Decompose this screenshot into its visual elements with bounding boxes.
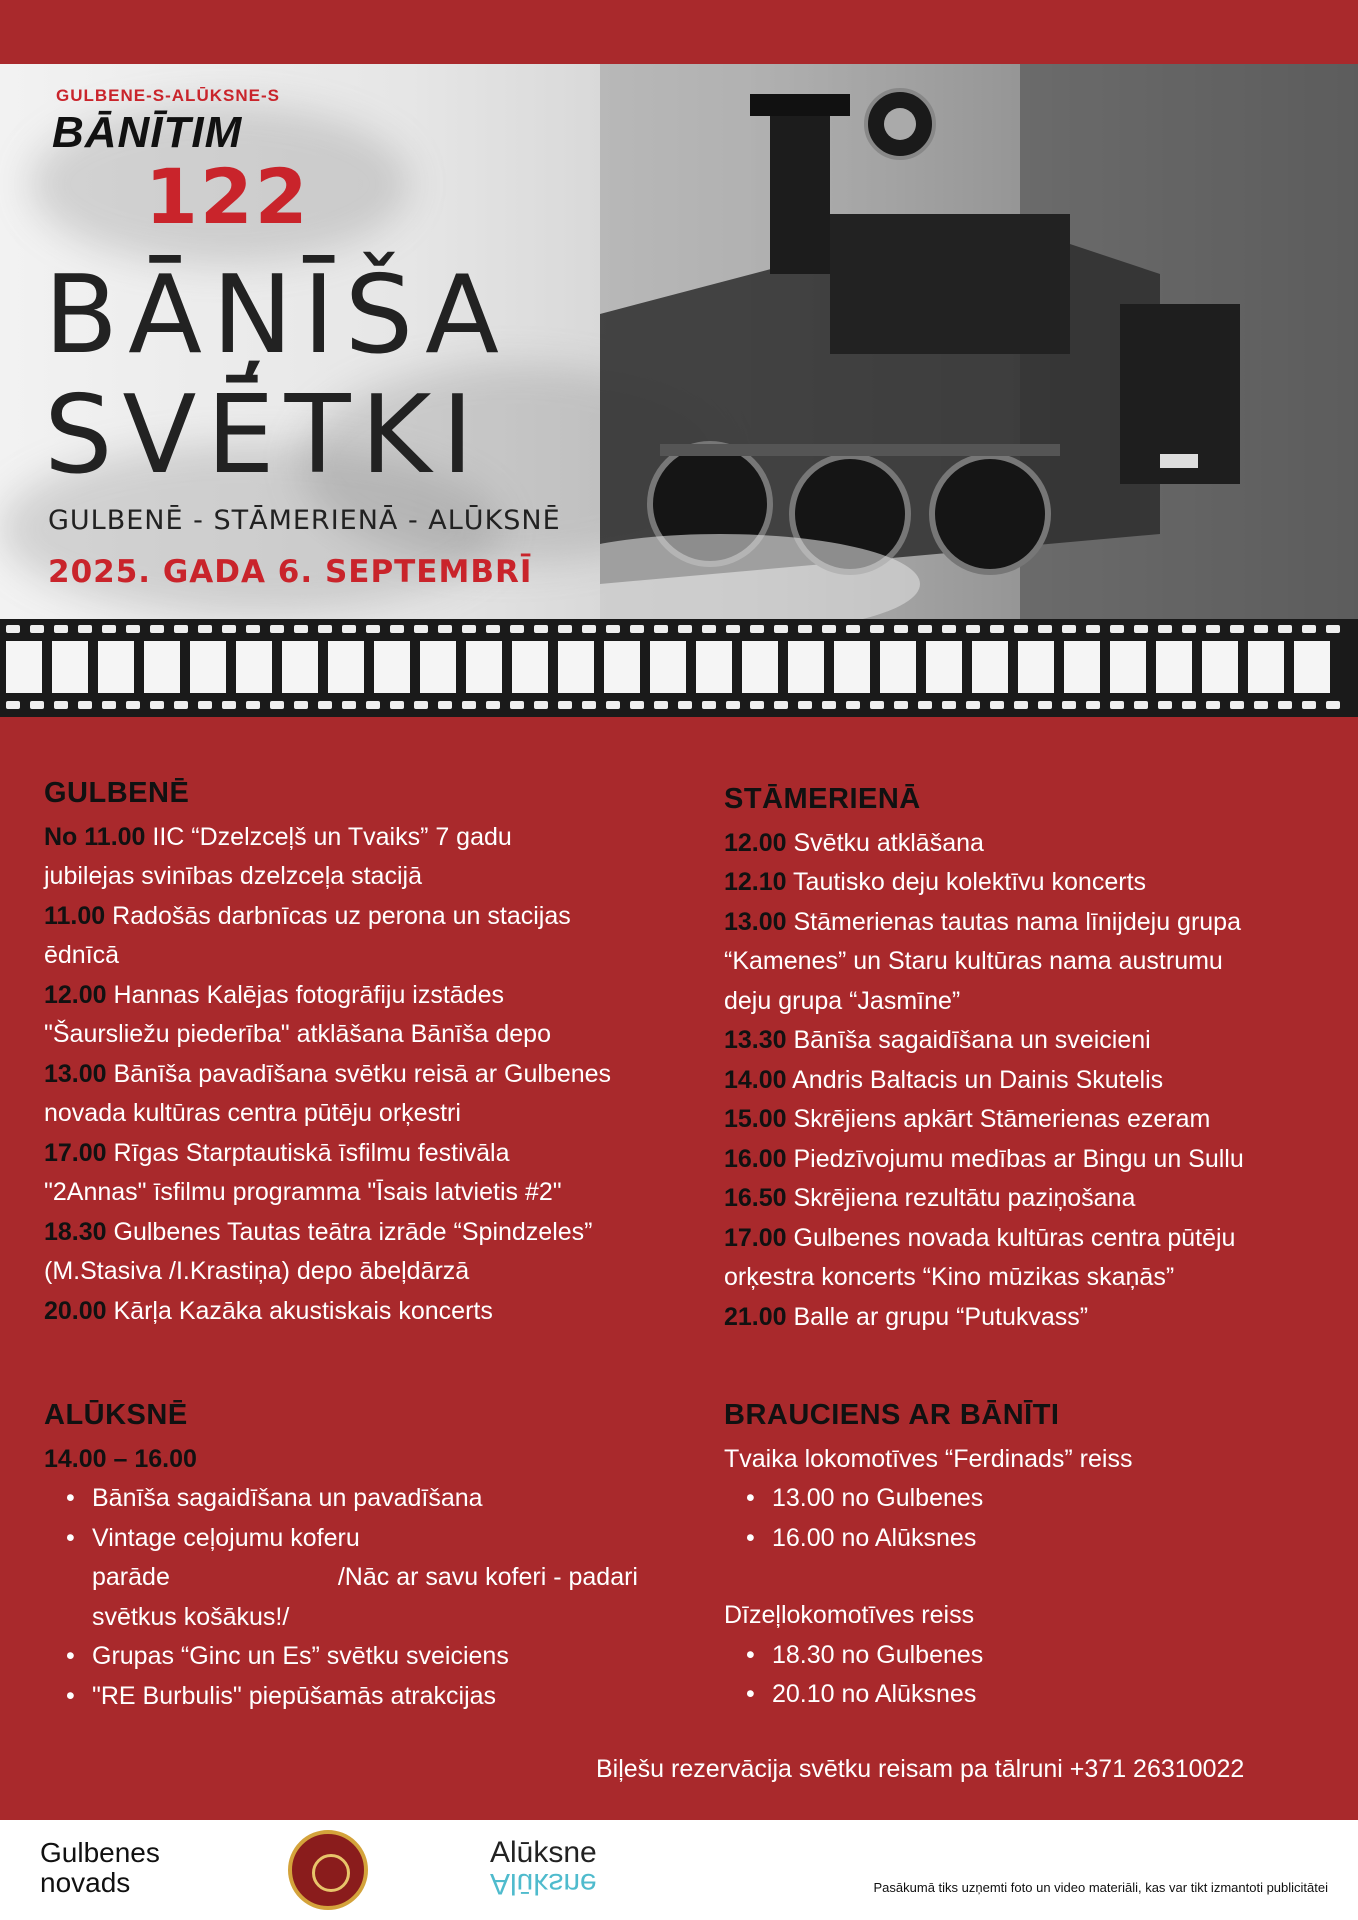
list-item-cont: orķestra koncerts “Kino mūzikas skaņās” (724, 1263, 1175, 1291)
brauciens-heading: BRAUCIENS AR BĀNĪTI (724, 1399, 1060, 1431)
title-line-1: BĀŅĪŠA (44, 253, 510, 378)
logo-number: 122 (145, 152, 310, 241)
aluksne-list (44, 1479, 638, 1716)
list-item: 17.00 Rīgas Starptautiskā īsfilmu festivāla (44, 1138, 510, 1167)
list-item: 18.30 Gulbenes Tautas teātra izrāde “Spindzeles” (44, 1217, 593, 1246)
film-strip (0, 619, 1358, 717)
aluksne-logo-reflection: Alūksne (490, 1867, 597, 1900)
banitis-seal-logo (288, 1830, 368, 1910)
list-item: • 16.00 no Alūksnes (724, 1519, 1132, 1559)
list-item: 21.00 Balle ar grupu “Putukvass” (724, 1302, 1089, 1331)
diesel-title: Dīzeļlokomotīves reiss (724, 1601, 975, 1629)
stameriena-section (724, 780, 1244, 1337)
disclaimer: Pasākumā tiks uzņemti foto un video materiāli, kas var tikt izmantoti publicitātei (873, 1880, 1328, 1895)
steam-title: Tvaika lokomotīves “Ferdinads” reiss (724, 1444, 1133, 1473)
list-item-cont: "Šaursliežu piederība" atklāšana Bānīša depo (44, 1020, 551, 1048)
aluksne-logo: Alūksne (490, 1836, 597, 1869)
list-item-cont: ēdnīcā (44, 941, 120, 969)
locomotive-image (600, 64, 1358, 619)
gulbene-heading: GULBENĒ (44, 777, 190, 809)
list-item-cont: “Kamenes” un Staru kultūras nama austrumu (724, 947, 1223, 975)
film-frames (0, 641, 1358, 693)
list-item: 15.00 Skrējiens apkārt Stāmerienas ezeram (724, 1105, 1211, 1133)
list-item-cont: jubilejas svinības dzelzceļa stacijā (44, 862, 422, 890)
list-item-cont: deju grupa “Jasmīne” (724, 986, 961, 1015)
list-item: 13.30 Bānīša sagaidīšana un sveicieni (724, 1026, 1151, 1054)
list-item: No 11.00 IIC “Dzelzceļš un Tvaiks” 7 gadu (44, 822, 512, 851)
list-item: 12.00 Hannas Kalējas fotogrāfiju izstādes (44, 980, 505, 1009)
list-item: 16.00 Piedzīvojumu medības ar Bingu un Sullu (724, 1144, 1244, 1173)
list-item-cont: (M.Stasiva /I.Krastiņa) depo ābeļdārzā (44, 1257, 470, 1285)
list-item: • Bānīša sagaidīšana un pavadīšana (44, 1479, 638, 1519)
list-item-cont: svētkus košākus!/ (92, 1602, 290, 1631)
gulbenes-novads-logo: Gulbenes novads (40, 1837, 160, 1898)
list-item: 13.00 Stāmerienas tautas nama līnijdeju grupa (724, 907, 1241, 936)
hero-banner (0, 64, 1358, 619)
list-item: • Grupas “Ginc un Es” svētku sveiciens (44, 1637, 638, 1677)
route-text: GULBENĒ - STĀMERIENĀ - ALŪKSNĒ (48, 505, 561, 536)
list-item: • 13.00 no Gulbenes (724, 1479, 1132, 1519)
list-item-cont: novada kultūras centra pūtēju orķestri (44, 1099, 461, 1127)
list-item: • "RE Burbulis" piepūšamās atrakcijas (44, 1677, 638, 1717)
film-holes-bottom (0, 701, 1358, 711)
list-item: 17.00 Gulbenes novada kultūras centra pūtēju (724, 1223, 1236, 1252)
ticket-info: Biļešu rezervācija svētku reisam pa tālruni +371 26310022 (596, 1755, 1245, 1783)
film-holes-top (0, 625, 1358, 635)
diesel-list (724, 1636, 1132, 1715)
stameriena-heading: STĀMERIENĀ (724, 783, 921, 815)
list-item: 20.00 Kārļa Kazāka akustiskais koncerts (44, 1296, 493, 1325)
list-item-cont: parāde /Nāc ar savu koferi - padari (92, 1563, 638, 1591)
footer (0, 1820, 1358, 1920)
list-item: 14.00 Andris Baltacis un Dainis Skutelis (724, 1065, 1164, 1094)
aluksne-time: 14.00 – 16.00 (44, 1444, 197, 1473)
brauciens-section (724, 1396, 1132, 1715)
aluksne-heading: ALŪKSNĒ (44, 1399, 188, 1431)
list-item: 13.00 Bānīša pavadīšana svētku reisā ar Gulbenes (44, 1059, 612, 1088)
list-item-cont: "2Annas" īsfilmu programma "Īsais latvietis #2" (44, 1178, 562, 1206)
logo-banitim: BĀNĪTIM (52, 108, 243, 157)
aluksne-section (44, 1396, 638, 1716)
list-item: • Vintage ceļojumu koferu (44, 1519, 638, 1559)
list-item: 16.50 Skrējiena rezultātu paziņošana (724, 1184, 1136, 1212)
list-item: • 18.30 no Gulbenes (724, 1636, 1132, 1676)
gulbene-section (44, 774, 611, 1331)
title-line-2: SVĒTKI (44, 373, 484, 498)
list-item: • 20.10 no Alūksnes (724, 1675, 1132, 1715)
steam-list (724, 1479, 1132, 1558)
list-item: 11.00 Radošās darbnīcas uz perona un stacijas (44, 901, 571, 930)
top-band (0, 0, 1358, 64)
logo-subtitle: GULBENE-S-ALŪKSNE-S (56, 86, 280, 105)
event-date: 2025. GADA 6. SEPTEMBRĪ (48, 554, 533, 590)
list-item: 12.10 Tautisko deju kolektīvu koncerts (724, 868, 1147, 896)
list-item: 12.00 Svētku atklāšana (724, 828, 984, 857)
